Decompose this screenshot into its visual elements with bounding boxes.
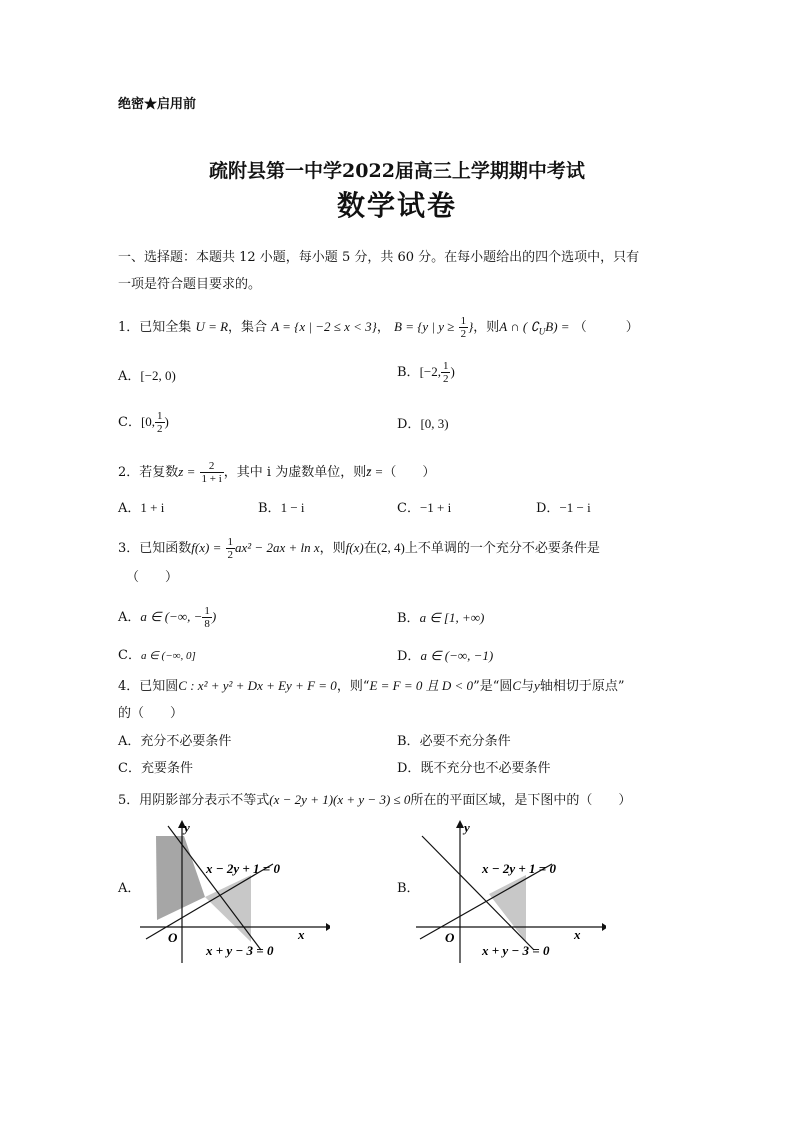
q2-frac-den: 1 + i: [201, 473, 222, 485]
q1-set-a: A = {x | −2 ≤ x < 3}: [271, 319, 377, 334]
graph-a-line-1-label: x − 2y + 1 = 0: [206, 861, 280, 876]
graph-a-line-2-label: x + y − 3 = 0: [206, 943, 274, 958]
q3-text-d: 上不单调的一个充分不必要条件是: [404, 541, 600, 556]
q4-text-c: ”是“圆: [473, 679, 513, 694]
q2-answer-paren: （ ）: [383, 465, 436, 480]
q1-universe: U = R: [195, 319, 229, 334]
q2-fraction: [200, 460, 224, 485]
graph-b-y-label: y: [464, 820, 470, 835]
q4-circle: C : x² + y² + Dx + Ey + F = 0: [178, 678, 337, 693]
q1-option-c-suffix: ): [164, 414, 169, 429]
q3-option-d[interactable]: [397, 647, 493, 666]
q4-option-a-label: A．: [118, 734, 141, 749]
q1-option-b-label: B．: [397, 365, 420, 380]
q1-option-c-prefix: [0,: [140, 414, 156, 429]
q4-option-c-label: C．: [118, 761, 141, 776]
q2-z: z =: [178, 464, 196, 479]
q2-option-b[interactable]: [258, 499, 305, 518]
q3-option-d-value: a ∈ (−∞, −1): [420, 648, 494, 663]
q2-option-a-label: A．: [118, 501, 141, 516]
q5-graph-a-label[interactable]: A．: [118, 881, 141, 896]
q3-option-a-den: 8: [204, 618, 210, 630]
q3-option-a-num: 1: [204, 605, 210, 617]
q5-graph-b[interactable]: [416, 818, 606, 963]
graph-b-x-label: x: [574, 927, 581, 942]
q2-text-a: 若复数: [139, 465, 179, 480]
q3-option-b-label: B．: [397, 611, 420, 626]
q1-option-d-value: [0, 3): [420, 416, 449, 431]
q2-option-d-value: −1 − i: [559, 500, 591, 515]
q3-option-b[interactable]: [397, 609, 484, 628]
q1-option-a-label: A．: [118, 369, 141, 384]
q4-option-b[interactable]: [397, 733, 511, 751]
q1-frac-num: 1: [460, 315, 467, 327]
q3-text-c: 在: [363, 541, 377, 556]
graph-a-y-label: y: [184, 820, 190, 835]
q4-text-e: 轴相切于原点”: [539, 679, 625, 694]
exam-subtitle: 数学试卷: [336, 189, 457, 222]
question-2: [118, 460, 435, 485]
q3-fraction: [226, 536, 236, 561]
q4-option-a-value: 充分不必要条件: [140, 734, 232, 749]
q2-option-a[interactable]: [118, 499, 164, 518]
q1-option-c-fraction: [155, 410, 165, 435]
q3-option-a-prefix: a ∈ (−∞, −: [140, 609, 203, 624]
q1-text-a: 已知全集: [139, 320, 192, 335]
q3-fx: f(x): [345, 540, 364, 555]
q4-option-c-value: 充要条件: [140, 761, 193, 776]
q4-c: C: [512, 678, 522, 693]
q1-expr: A ∩ ( ∁: [499, 319, 539, 334]
q3-text-a: 已知函数: [139, 541, 192, 556]
q5-graph-a[interactable]: [140, 818, 330, 963]
question-1: 1．已知全集 U = R，集合 A = {x | −2 ≤ x < 3}， B = {y | y ≥ $\frac{1}{2}$ }，则A ∩ ( $∁_UB$) = （ ）: [118, 315, 639, 340]
q1-option-b-prefix: [−2,: [419, 364, 441, 379]
exam-title: 疏附县第一中学2022届高三上学期期中考试: [209, 160, 585, 182]
q5-graph-b-label[interactable]: B．: [397, 881, 420, 896]
q4-y: y: [534, 678, 540, 693]
graph-a-x-label: x: [298, 927, 305, 942]
q4-option-b-label: B．: [397, 734, 420, 749]
q3-frac-den: 2: [227, 549, 233, 561]
q1-expr-end: B) =: [545, 319, 570, 334]
q1-option-c[interactable]: [118, 410, 169, 435]
q2-frac-num: 2: [200, 460, 224, 473]
q4-option-d[interactable]: [397, 760, 550, 778]
q1-fraction: [459, 315, 469, 340]
q4-text-d: 与: [521, 679, 535, 694]
q3-number: 3．: [118, 541, 140, 556]
q3-option-a[interactable]: [118, 605, 216, 630]
q2-number: 2．: [118, 465, 140, 480]
q3-option-d-label: D．: [397, 649, 421, 664]
q3-frac-num: 1: [227, 536, 233, 548]
q1-option-d-label: D．: [397, 417, 421, 432]
q2-zbar: z̄ =: [366, 464, 384, 479]
q3-option-a-label: A．: [118, 610, 141, 625]
q4-option-c[interactable]: [118, 760, 193, 778]
q1-answer-paren: （ ）: [573, 320, 639, 335]
section-intro-line2: 一项是符合题目要求的。: [118, 277, 262, 292]
q3-option-c[interactable]: [118, 647, 196, 665]
graph-a-x-arrow: [326, 923, 330, 931]
q1-number: 1．: [118, 320, 140, 335]
q1-option-b-suffix: ): [450, 364, 455, 379]
q5-text-b: 所在的平面区域，是下图中的（ ）: [410, 793, 632, 808]
section-intro-line1: 一、选择题：本题共 12 小题，每小题 5 分，共 60 分。在每小题给出的四个选项中，只有: [118, 250, 640, 265]
q2-option-c[interactable]: [397, 499, 451, 518]
q3-answer-paren: （ ）: [126, 570, 179, 585]
q4-text-a: 已知圆: [139, 679, 179, 694]
q4-option-d-value: 既不充分也不必要条件: [420, 761, 551, 776]
q4-option-a[interactable]: [118, 733, 231, 751]
q1-frac-den: 2: [460, 328, 467, 340]
q1-option-a-value: [−2, 0): [140, 368, 176, 383]
q4-option-d-label: D．: [397, 761, 421, 776]
q4-cond: E = F = 0 且 D < 0: [369, 678, 474, 693]
q3-text-b: ，则: [319, 541, 346, 556]
graph-a-shade-left: [156, 836, 205, 920]
q1-option-c-num: 1: [157, 410, 163, 422]
q3-f-prefix: f(x) =: [191, 540, 222, 555]
q2-option-c-label: C．: [397, 501, 420, 516]
q3-option-c-value: a ∈ (−∞, 0]: [140, 650, 196, 662]
q2-option-c-value: −1 + i: [419, 500, 452, 515]
q3-interval: (2, 4): [376, 540, 405, 555]
graph-b-line-1-label: x − 2y + 1 = 0: [482, 861, 556, 876]
q3-f-suffix: ax² − 2ax + ln x: [235, 540, 320, 555]
q5-number: 5．: [118, 793, 140, 808]
q5-inequality: (x − 2y + 1)(x + y − 3) ≤ 0: [269, 792, 411, 807]
q1-option-c-label: C．: [118, 415, 141, 430]
q1-option-d[interactable]: [397, 415, 449, 434]
q1-set-b-suffix: }: [468, 319, 474, 334]
q1-option-b-num: 1: [442, 360, 449, 372]
q4-line2: 的（ ）: [118, 706, 184, 721]
graph-b-line-2-label: x + y − 3 = 0: [482, 943, 550, 958]
graph-a-origin: O: [168, 930, 178, 945]
question-3: [118, 536, 600, 561]
graph-b-x-arrow: [602, 923, 606, 931]
q2-option-b-label: B．: [258, 501, 281, 516]
q1-option-c-den: 2: [157, 423, 163, 435]
q2-text-b: ，其中 i 为虚数单位，则: [223, 465, 367, 480]
q1-expr-sub: U: [538, 326, 546, 337]
graph-b-shade: [489, 875, 526, 942]
q1-text-b: ，集合: [228, 320, 268, 335]
q4-option-b-value: 必要不充分条件: [419, 734, 511, 749]
graph-b-y-arrow: [456, 820, 464, 828]
q2-option-d[interactable]: [536, 499, 591, 518]
q3-option-a-suffix: ): [211, 609, 217, 624]
q1-option-a[interactable]: [118, 367, 176, 386]
q2-option-a-value: 1 + i: [140, 500, 165, 515]
graph-b-origin: O: [445, 930, 455, 945]
q1-text-c: ，则: [473, 320, 500, 335]
q5-text-a: 用阴影部分表示不等式: [139, 793, 270, 808]
q1-option-b[interactable]: [397, 360, 455, 385]
q2-option-b-value: 1 − i: [280, 500, 305, 515]
confidential-mark: 绝密★启用前: [118, 97, 197, 112]
question-5: [118, 791, 631, 810]
q4-number: 4．: [118, 679, 140, 694]
q4-text-b: ，则“: [336, 679, 370, 694]
q1-option-b-den: 2: [442, 373, 449, 385]
q3-option-c-label: C．: [118, 648, 141, 663]
q3-option-b-value: a ∈ [1, +∞): [419, 610, 485, 625]
q2-option-d-label: D．: [536, 501, 560, 516]
question-4: [118, 677, 624, 696]
q3-option-a-fraction: [202, 605, 212, 630]
q1-set-b-prefix: B = {y | y ≥: [394, 319, 455, 334]
